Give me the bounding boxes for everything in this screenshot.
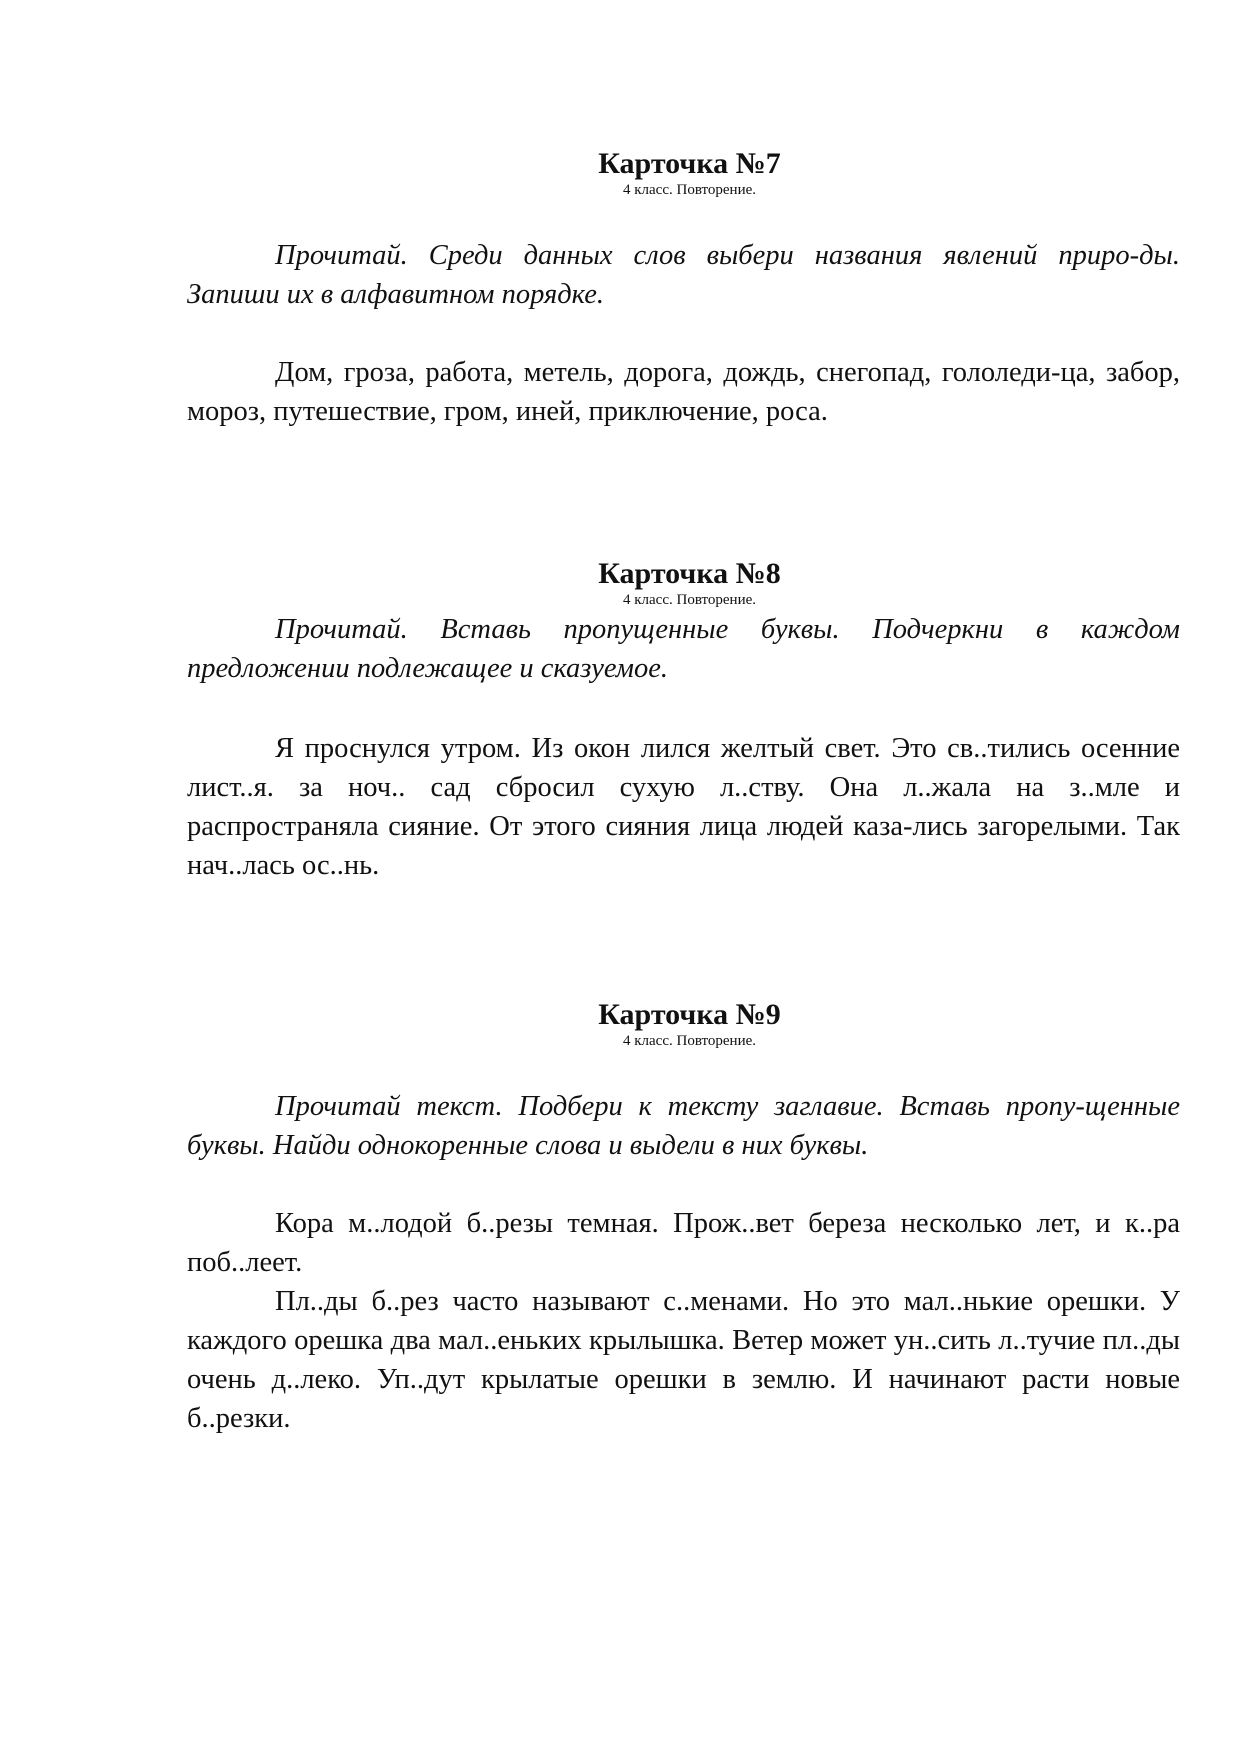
exercise-text: Пл..ды б..рез часто называют с..менами. Но это мал..нькие орешки. У каждого орешка два мал..еньких крылышка. Ветер может ун..сить л..тучие пл..ды очень д..леко. Уп..дут крылатые орешки в землю. И начинают расти новые б..резки. [187,1286,1180,1434]
exercise-text: Кора м..лодой б..резы темная. Прож..вет береза несколько лет, и к..ра поб..леет. [187,1208,1180,1278]
card-subtitle: 4 класс. Повторение. [622,1033,756,1049]
card-7 [187,147,1180,431]
card-title: Карточка №8 [598,557,781,590]
card-subtitle: 4 класс. Повторение. [622,592,756,608]
exercise-text: Я проснулся утром. Из окон лился желтый свет. Это св..тились осенние лист..я. за ноч.. сад сбросил сухую л..ству. Она л..жала на з..мле и распространяла сияние. От этого сияния лица людей каза-лись загорелыми. Так нач..лась ос..нь. [187,733,1180,881]
card-8 [187,557,1180,885]
card-subtitle: 4 класс. Повторение. [622,182,756,198]
task-instruction: Прочитай. Среди данных слов выбери названия явлений приро-ды. Запиши их в алфавитном порядке. [187,240,1180,310]
card-title: Карточка №7 [598,147,781,180]
task-instruction: Прочитай. Вставь пропущенные буквы. Подчеркни в каждом предложении подлежащее и сказуемое. [187,614,1180,684]
card-9 [187,998,1180,1438]
task-instruction: Прочитай текст. Подбери к тексту заглавие. Вставь пропу-щенные буквы. Найди однокоренные слова и выдели в них буквы. [187,1091,1180,1161]
card-title: Карточка №9 [598,998,781,1031]
exercise-text: Дом, гроза, работа, метель, дорога, дождь, снегопад, гололеди-ца, забор, мороз, путешествие, гром, иней, приключение, роса. [187,357,1180,427]
